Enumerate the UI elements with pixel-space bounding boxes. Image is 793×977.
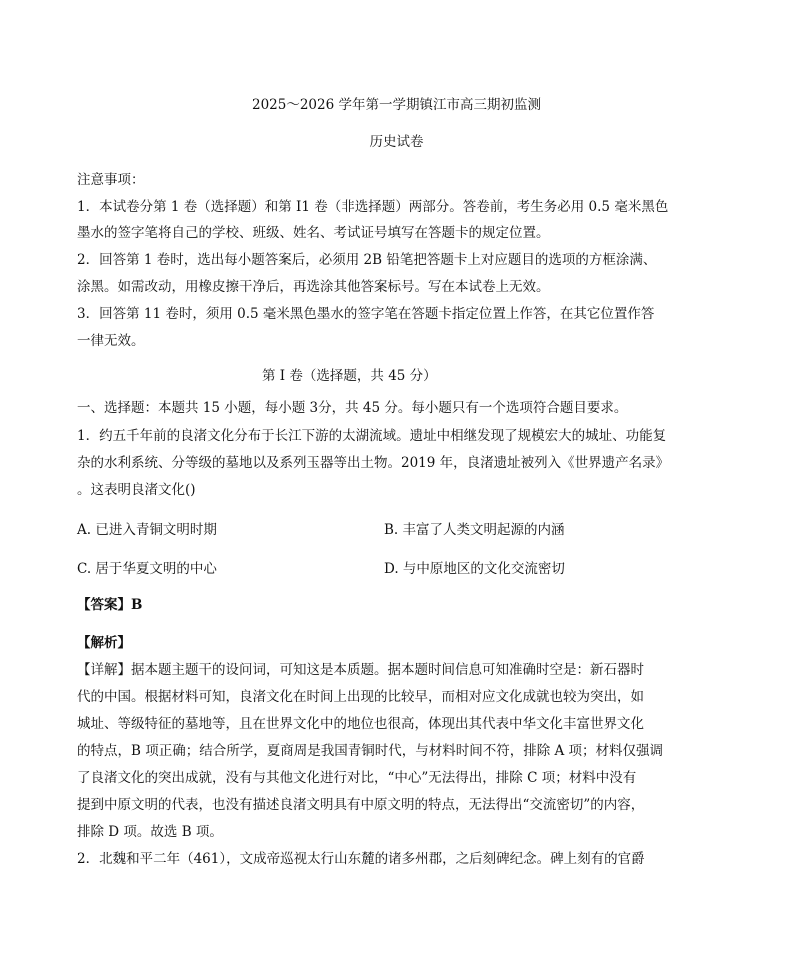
analysis-heading: 【解析】	[77, 635, 131, 651]
option-a: A. 已进入青铜文明时期	[77, 522, 217, 538]
option-d: D. 与中原地区的文化交流密切	[384, 561, 565, 577]
analysis-line: 提到中原文明的代表，也没有描述良渚文明具有中原文明的特点，无法得出“交流密切”的内容，	[77, 797, 645, 813]
analysis-line: 了良渚文化的突出成就，没有与其他文化进行对比，“中心”无法得出，排除 C 项；材料中没有	[77, 770, 637, 786]
question-2-stem: 2．北魏和平二年（461），文成帝巡视太行山东麓的诸多州郡，之后刻碑纪念。碑上刻有的官爵	[77, 851, 645, 867]
question-stem: 1．约五千年前的良渚文化分布于长江下游的太湖流域。遗址中相继发现了规模宏大的城址、功能复	[77, 428, 667, 444]
notes-line: 涂黑。如需改动，用橡皮擦干净后，再选涂其他答案标号。写在本试卷上无效。	[77, 279, 550, 295]
question-stem: 。这表明良渚文化()	[77, 482, 196, 498]
analysis-line: 排除 D 项。故选 B 项。	[77, 824, 223, 840]
notes-line: 一律无效。	[77, 333, 145, 349]
notes-line: 2．回答第 1 卷时，选出每小题答案后，必须用 2B 铅笔把答题卡上对应题目的选项的方框涂满、	[77, 252, 657, 268]
analysis-line: 【详解】据本题主题干的设问词，可知这是本质题。据本题时间信息可知准确时空是：新石器时	[77, 662, 644, 678]
question-stem: 杂的水利系统、分等级的墓地以及系列玉器等出土物。2019 年，良渚遗址被列入《世界遗产名录》	[77, 455, 670, 471]
option-c: C. 居于华夏文明的中心	[77, 561, 217, 577]
analysis-line: 的特点，B 项正确；结合所学，夏商周是我国青铜时代，与材料时间不符，排除 A 项；材料仅强调	[77, 743, 664, 759]
answer-label: 【答案】B	[77, 597, 143, 613]
analysis-line: 代的中国。根据材料可知，良渚文化在时间上出现的比较早，而相对应文化成就也较为突出，如	[77, 689, 644, 705]
section-instruction: 一、选择题：本题共 15 小题，每小题 3分，共 45 分。每小题只有一个选项符合题目要求。	[77, 400, 628, 416]
notes-line: 1．本试卷分第 1 卷（选择题）和第 I1 卷（非选择题）两部分。答卷前，考生务必用 0.5 毫米黑色	[77, 199, 669, 215]
option-b: B. 丰富了人类文明起源的内涵	[384, 522, 565, 538]
notes-line: 墨水的签字笔将自己的学校、班级、姓名、考试证号填写在答题卡的规定位置。	[77, 225, 550, 241]
notes-heading: 注意事项：	[77, 172, 145, 188]
analysis-line: 城址、等级特征的墓地等，且在世界文化中的地位也很高，体现出其代表中华文化丰富世界文化	[77, 716, 644, 732]
exam-title: 2025～2026 学年第一学期镇江市高三期初监测	[251, 97, 541, 113]
exam-subtitle: 历史试卷	[369, 134, 424, 150]
section-title: 第 I 卷（选择题，共 45 分）	[262, 368, 437, 384]
notes-line: 3．回答第 11 卷时，须用 0.5 毫米黑色墨水的签字笔在答题卡指定位置上作答，在其它位置作答	[77, 306, 655, 322]
